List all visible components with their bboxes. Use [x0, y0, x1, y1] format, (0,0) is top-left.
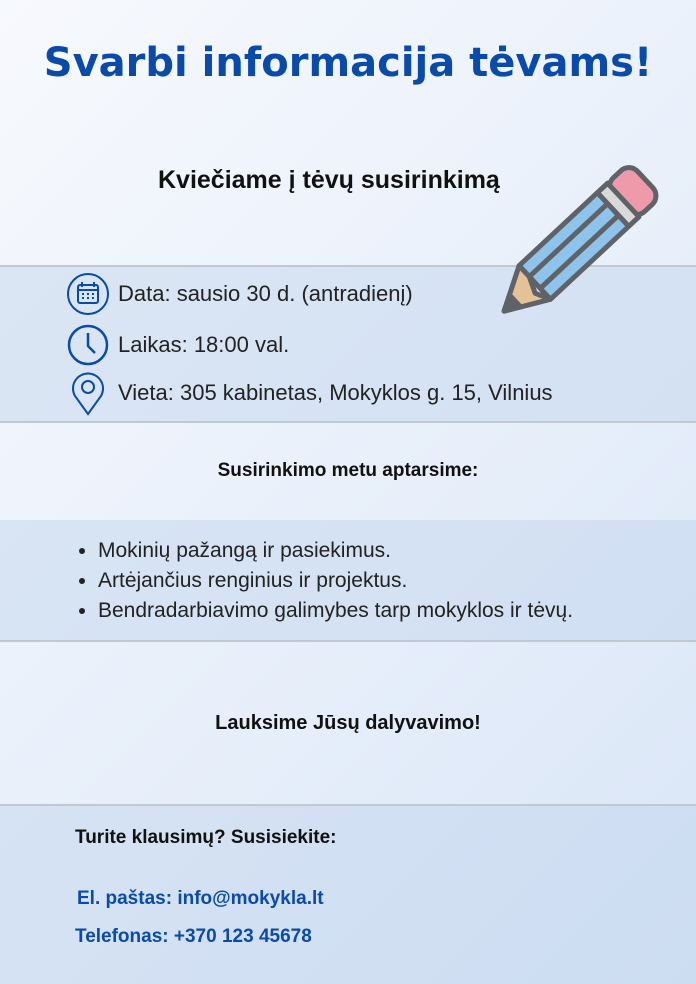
list-item: • Bendradarbiavimo galimybes tarp mokyklos ir tėvų.	[98, 596, 573, 626]
time-text: Laikas: 18:00 val.	[118, 332, 290, 357]
agenda-heading: Susirinkimo metu aptarsime:	[217, 460, 479, 481]
time-row	[66, 323, 289, 367]
calendar-icon	[66, 272, 110, 316]
subtitle: Kviečiame į tėvų susirinkimą	[158, 166, 500, 194]
clock-icon	[66, 323, 110, 367]
phone-link[interactable]: Telefonas: +370 123 45678	[75, 926, 312, 947]
location-pin-icon	[66, 370, 110, 416]
closing-text: Lauksime Jūsų dalyvavimo!	[215, 712, 481, 734]
location-text: Vieta: 305 kabinetas, Mokyklos g. 15, Vilnius	[118, 380, 553, 405]
contact-heading: Turite klausimų? Susisiekite:	[75, 827, 337, 848]
list-item: • Mokinių pažangą ir pasiekimus.	[98, 536, 573, 566]
list-item: • Artėjančius renginius ir projektus.	[98, 566, 573, 596]
location-row	[66, 370, 553, 416]
agenda-list	[98, 536, 573, 626]
page-title: Svarbi informacija tėvams!	[43, 40, 653, 86]
email-link[interactable]: El. paštas: info@mokykla.lt	[77, 888, 324, 909]
date-row	[66, 272, 413, 316]
pencil-icon	[480, 150, 670, 340]
date-text: Data: sausio 30 d. (antradienį)	[118, 281, 413, 306]
